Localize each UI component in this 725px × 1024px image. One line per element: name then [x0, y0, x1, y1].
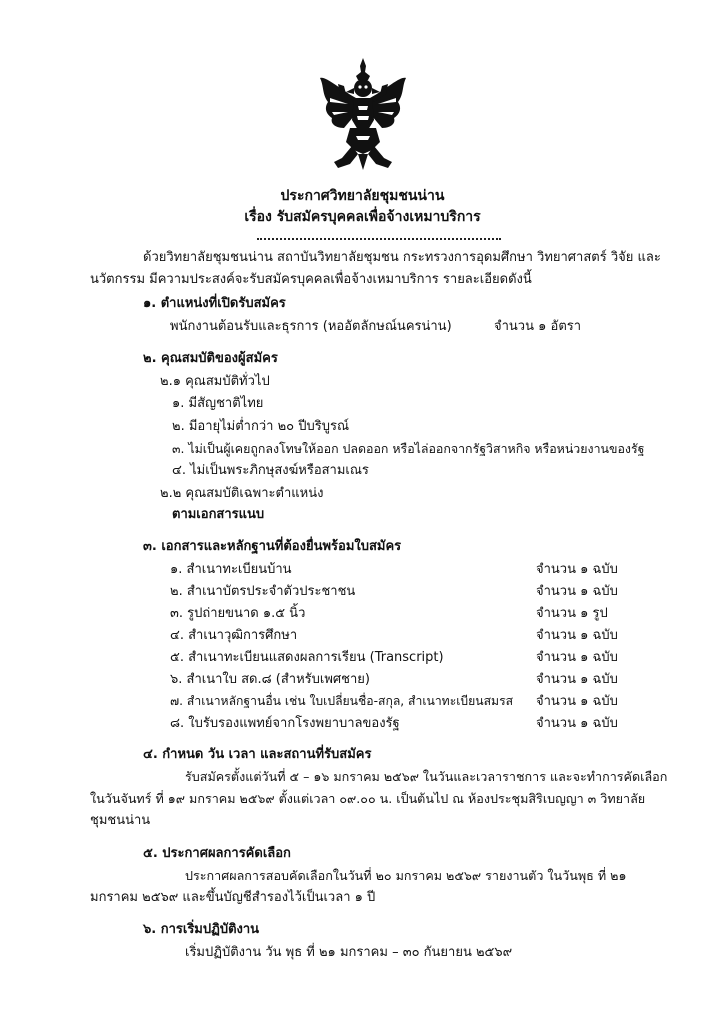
section-5-heading: ๕. ประกาศผลการคัดเลือก — [143, 846, 291, 861]
intro-line-2: นวัตกรรม มีความประสงค์จะรับสมัครบุคคลเพื่อจ้างเหมาบริการ รายละเอียดดังนี้ — [90, 272, 532, 287]
document-quantity: จำนวน ๑ ฉบับ — [536, 716, 618, 731]
application-period-line-3: ชุมชนน่าน — [90, 813, 151, 828]
section-4-heading: ๔. กำหนด วัน เวลา และสถานที่รับสมัคร — [143, 747, 372, 762]
position-name: พนักงานต้อนรับและธุรการ (หออัตลักษณ์นครน่าน) — [170, 319, 452, 334]
position-quantity: จำนวน ๑ อัตรา — [494, 319, 582, 334]
section-1-heading: ๑. ตำแหน่งที่เปิดรับสมัคร — [143, 296, 286, 311]
section-2-heading: ๒. คุณสมบัติของผู้สมัคร — [143, 351, 278, 366]
document-item: ๖. สำเนาใบ สด.๘ (สำหรับเพศชาย) — [170, 672, 370, 687]
document-item: ๑. สำเนาทะเบียนบ้าน — [170, 562, 292, 577]
specific-qualifications-detail: ตามเอกสารแนบ — [172, 507, 265, 522]
title-divider — [257, 238, 501, 240]
results-line-2: มกราคม ๒๕๖๙ และขึ้นบัญชีสำรองไว้เป็นเวลา ๑ ปี — [90, 890, 376, 905]
document-quantity: จำนวน ๑ ฉบับ — [536, 650, 618, 665]
document-item: ๕. สำเนาทะเบียนแสดงผลการเรียน (Transcript) — [170, 650, 444, 665]
general-qualifications-heading: ๒.๑ คุณสมบัติทั่วไป — [160, 374, 270, 389]
qualification-item: ๒. มีอายุไม่ต่ำกว่า ๒๐ ปีบริบูรณ์ — [172, 419, 349, 434]
document-item: ๔. สำเนาวุฒิการศึกษา — [170, 628, 298, 643]
document-item: ๓. รูปถ่ายขนาด ๑.๕ นิ้ว — [170, 606, 306, 621]
document-item: ๗. สำเนาหลักฐานอื่น เช่น ใบเปลี่ยนชื่อ-สกุล, สำเนาทะเบียนสมรส — [170, 694, 514, 708]
document-title: ประกาศวิทยาลัยชุมชนน่าน — [280, 188, 445, 204]
document-quantity: จำนวน ๑ ฉบับ — [536, 694, 618, 709]
section-3-heading: ๓. เอกสารและหลักฐานที่ต้องยื่นพร้อมใบสมัคร — [143, 539, 402, 554]
section-6-heading: ๖. การเริ่มปฏิบัติงาน — [143, 922, 260, 937]
start-work-line: เริ่มปฏิบัติงาน วัน พุธ ที่ ๒๑ มกราคม – ๓๐ กันยายน ๒๕๖๙ — [185, 945, 513, 960]
application-period-line-1: รับสมัครตั้งแต่วันที่ ๕ – ๑๖ มกราคม ๒๕๖๙ ในวันและเวลาราชการ และจะทำการคัดเลือก — [185, 769, 668, 784]
document-quantity: จำนวน ๑ ฉบับ — [536, 562, 618, 577]
document-item: ๒. สำเนาบัตรประจำตัวประชาชน — [170, 584, 356, 599]
qualification-item: ๓. ไม่เป็นผู้เคยถูกลงโทษให้ออก ปลดออก หรือไล่ออกจากรัฐวิสาหกิจ หรือหน่วยงานของรัฐ — [172, 441, 645, 456]
specific-qualifications-heading: ๒.๒ คุณสมบัติเฉพาะตำแหน่ง — [160, 486, 324, 501]
qualification-item: ๔. ไม่เป็นพระภิกษุสงฆ์หรือสามเณร — [172, 463, 369, 478]
results-line-1: ประกาศผลการสอบคัดเลือกในวันที่ ๒๐ มกราคม ๒๕๖๙ รายงานตัว ในวันพุธ ที่ ๒๑ — [185, 868, 627, 883]
intro-line-1: ด้วยวิทยาลัยชุมชนน่าน สถาบันวิทยาลัยชุมชน กระทรวงการอุดมศึกษา วิทยาศาสตร์ วิจัย และ — [143, 250, 661, 265]
qualification-item: ๑. มีสัญชาติไทย — [172, 396, 264, 411]
document-quantity: จำนวน ๑ ฉบับ — [536, 628, 618, 643]
document-subject: เรื่อง รับสมัครบุคคลเพื่อจ้างเหมาบริการ — [244, 209, 481, 225]
application-period-line-2: ในวันจันทร์ ที่ ๑๙ มกราคม ๒๕๖๙ ตั้งแต่เวลา ๐๙.๐๐ น. เป็นต้นไป ณ ห้องประชุมสิริเบญญา ๓ วิทยาลัย — [90, 791, 646, 806]
document-quantity: จำนวน ๑ ฉบับ — [536, 584, 618, 599]
garuda-emblem-icon — [318, 58, 408, 170]
document-quantity: จำนวน ๑ ฉบับ — [536, 672, 618, 687]
document-quantity: จำนวน ๑ รูป — [536, 606, 608, 621]
document-item: ๘. ใบรับรองแพทย์จากโรงพยาบาลของรัฐ — [170, 716, 400, 731]
